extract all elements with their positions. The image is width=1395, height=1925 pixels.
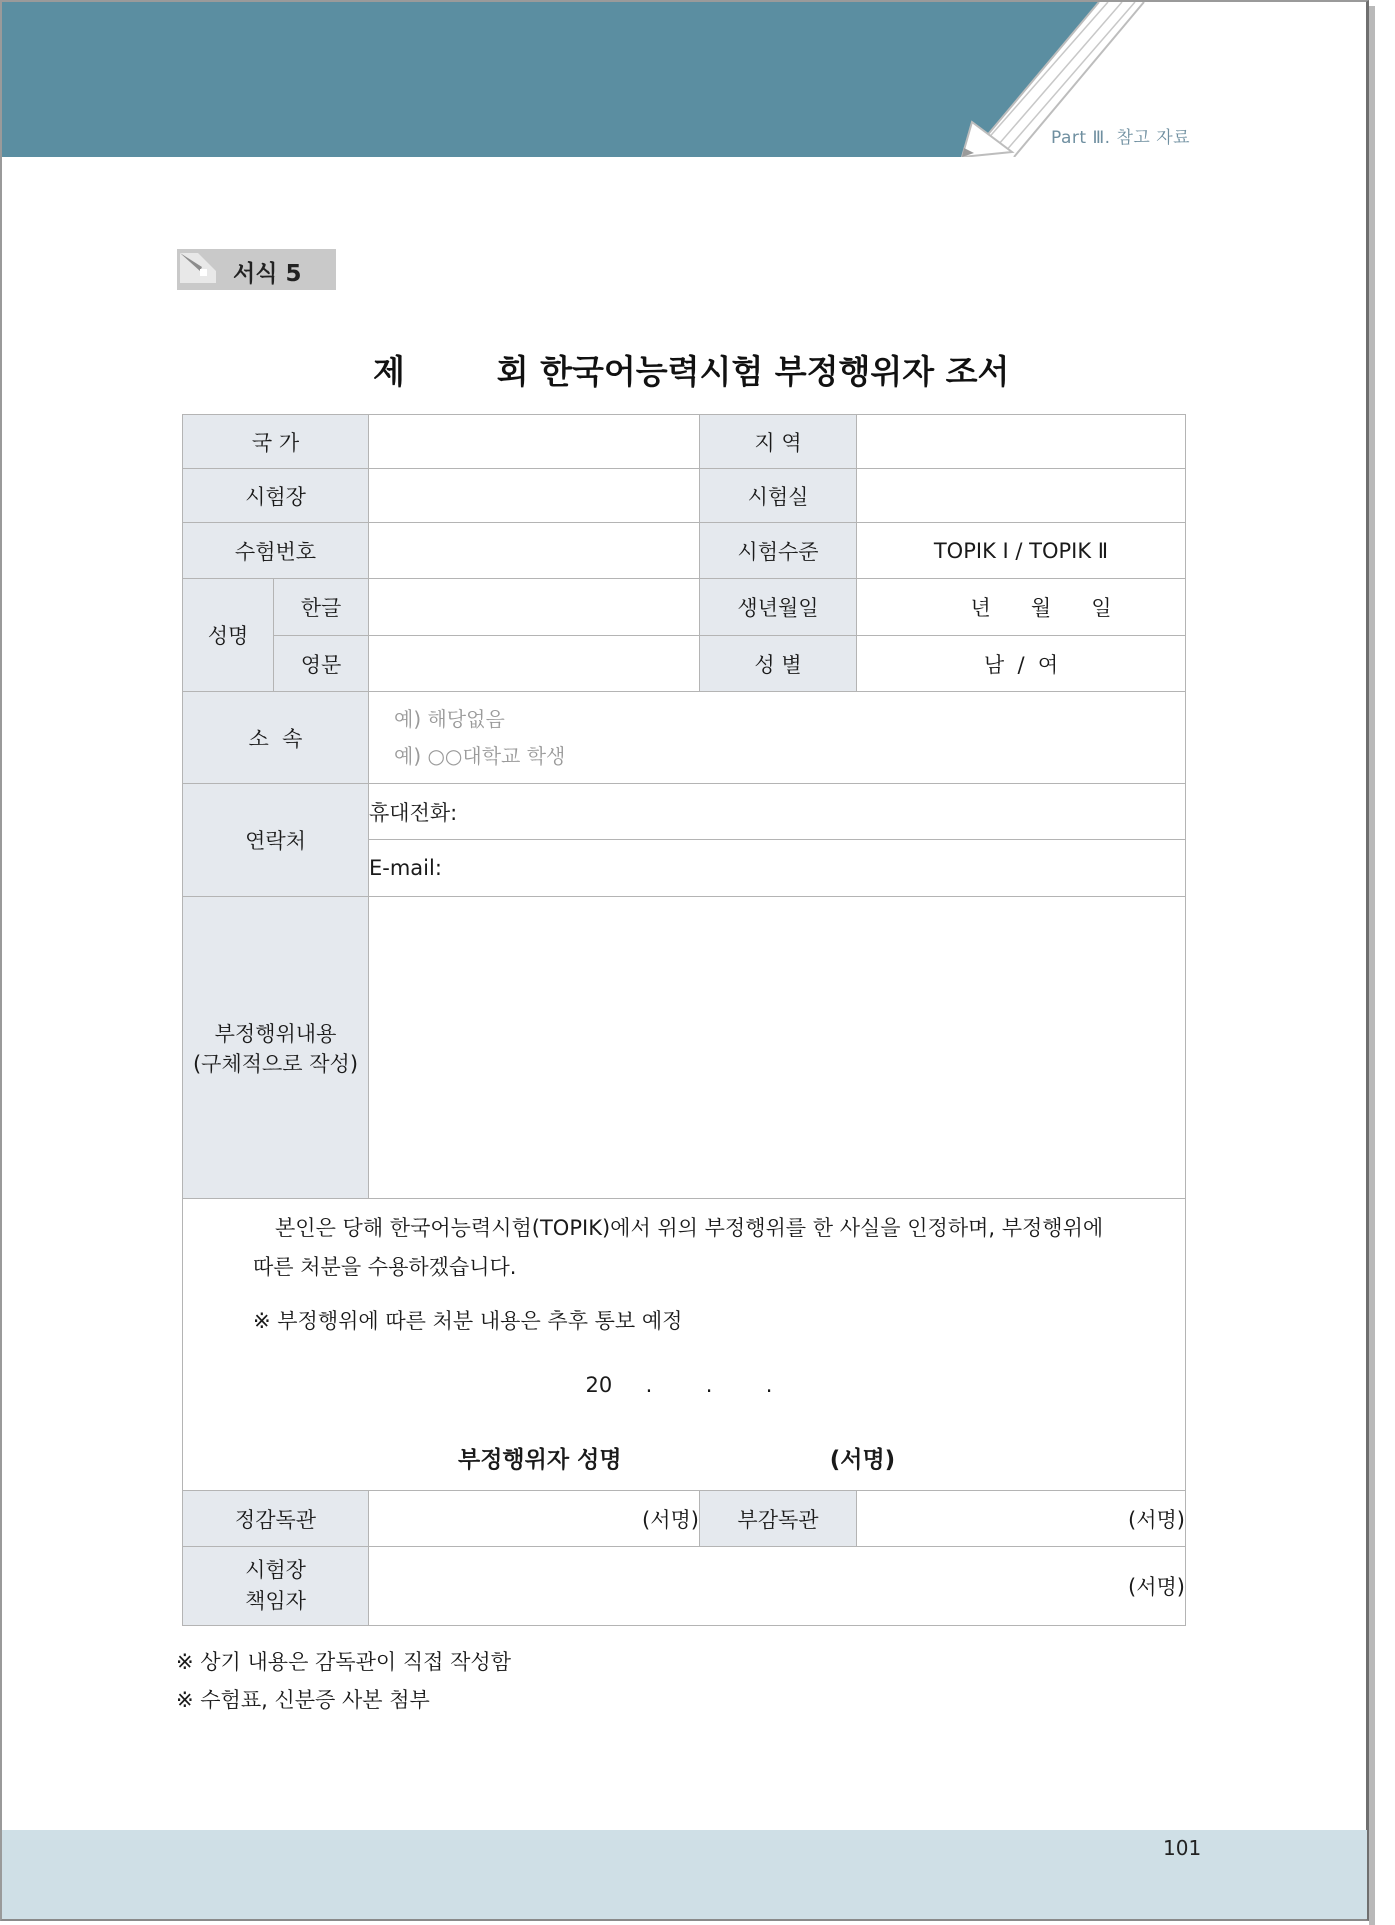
- form-number-tag: [177, 249, 336, 290]
- form-row: [183, 784, 1186, 840]
- footnotes: [176, 1643, 511, 1719]
- misconduct-label: [183, 897, 369, 1199]
- name-english-field[interactable]: [369, 636, 700, 692]
- page-number: 101: [1163, 1836, 1202, 1860]
- venue-manager-label-line: 책임자: [245, 1589, 306, 1613]
- form-row: [183, 469, 1186, 523]
- part-label: Part Ⅲ. 참고 자료: [1051, 128, 1191, 148]
- venue-manager-label: [183, 1547, 369, 1626]
- room-label: 시험실: [700, 469, 857, 523]
- contact-label: 연락처: [183, 784, 369, 897]
- form-row: [183, 1491, 1186, 1547]
- form-row: [183, 1199, 1186, 1491]
- form-row: [183, 897, 1186, 1199]
- footnote: ※ 수험표, 신분증 사본 첨부: [176, 1688, 430, 1712]
- exam-number-label: 수험번호: [183, 523, 369, 579]
- footnote: ※ 상기 내용은 감독관이 직접 작성함: [176, 1650, 511, 1674]
- assistant-proctor-signature[interactable]: (서명): [857, 1491, 1186, 1547]
- misconduct-report-form: [182, 414, 1186, 1626]
- chief-proctor-label: 정감독관: [183, 1491, 369, 1547]
- form-row: [183, 636, 1186, 692]
- phone-field[interactable]: 휴대전화:: [369, 784, 1186, 840]
- declaration: [183, 1199, 1186, 1491]
- venue-label: 시험장: [183, 469, 369, 523]
- name-label: 성명: [183, 579, 274, 692]
- birth-label: 생년월일: [700, 579, 857, 636]
- corner-arrow-icon: [180, 253, 216, 283]
- misconduct-label-line: (구체적으로 작성): [192, 1051, 359, 1076]
- level-label: 시험수준: [700, 523, 857, 579]
- date-line[interactable]: 20 . . .: [585, 1373, 773, 1397]
- form-row: [183, 579, 1186, 636]
- document-title: 제 회 한국어능력시험 부정행위자 조서: [373, 352, 1010, 391]
- form-row: [183, 692, 1186, 784]
- gender-value[interactable]: 남 / 여: [857, 636, 1186, 692]
- assistant-proctor-label: 부감독관: [700, 1491, 857, 1547]
- chief-proctor-signature[interactable]: (서명): [369, 1491, 700, 1547]
- exam-number-field[interactable]: [369, 523, 700, 579]
- misconduct-label-line: 부정행위내용: [214, 1021, 337, 1046]
- level-value[interactable]: TOPIK Ⅰ / TOPIK Ⅱ: [857, 523, 1186, 579]
- room-field[interactable]: [857, 469, 1186, 523]
- name-korean-label: 한글: [274, 579, 369, 636]
- declaration-note: ※ 부정행위에 따른 처분 내용은 추후 통보 예정: [253, 1309, 683, 1333]
- declaration-text: 본인은 당해 한국어능력시험(TOPIK)에서 위의 부정행위를 한 사실을 인정하며, 부정행위에 따른 처분을 수용하겠습니다.: [253, 1216, 1104, 1279]
- offender-signature[interactable]: 부정행위자 성명 (서명): [458, 1447, 896, 1473]
- affiliation-field[interactable]: [369, 692, 1186, 784]
- country-label: 국 가: [183, 415, 369, 469]
- header-band: [2, 2, 1367, 157]
- form-row: [183, 415, 1186, 469]
- name-korean-field[interactable]: [369, 579, 700, 636]
- affiliation-hint: 예) 해당없음: [394, 706, 505, 731]
- venue-manager-label-line: 시험장: [245, 1558, 306, 1582]
- affiliation-hint: 예) ○○대학교 학생: [394, 743, 566, 768]
- affiliation-label: 소 속: [183, 692, 369, 784]
- name-english-label: 영문: [274, 636, 369, 692]
- region-label: 지 역: [700, 415, 857, 469]
- gender-label: 성 별: [700, 636, 857, 692]
- form-row: [183, 523, 1186, 579]
- country-field[interactable]: [369, 415, 700, 469]
- form-row: [183, 1547, 1186, 1626]
- email-field[interactable]: E-mail:: [369, 840, 1186, 897]
- form-number-label: 서식 5: [233, 261, 302, 287]
- region-field[interactable]: [857, 415, 1186, 469]
- venue-field[interactable]: [369, 469, 700, 523]
- misconduct-details-field[interactable]: [369, 897, 1186, 1199]
- page-shadow: [1369, 6, 1375, 1925]
- venue-manager-signature[interactable]: (서명): [369, 1547, 1186, 1626]
- birth-value[interactable]: 년 월 일: [857, 579, 1186, 636]
